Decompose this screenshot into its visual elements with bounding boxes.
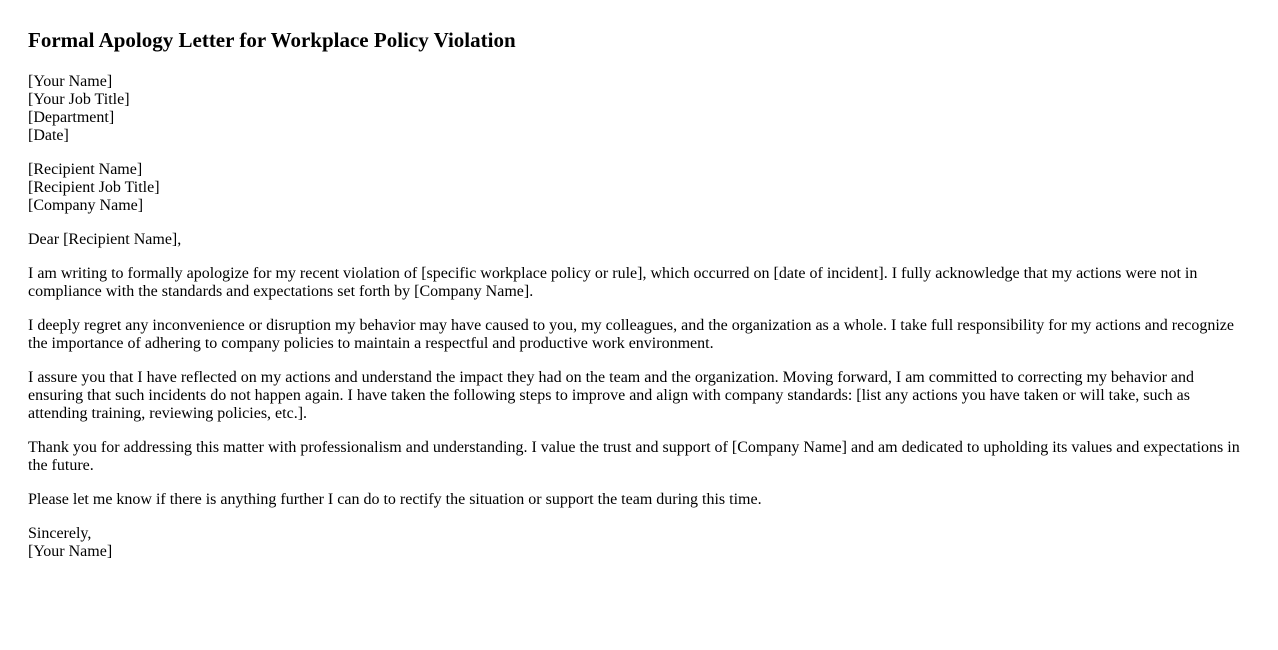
signature-placeholder: [Your Name] [28, 543, 113, 560]
body-paragraph-2: I deeply regret any inconvenience or disruption my behavior may have caused to you, my colleagues, and the organization as a whole. I take full responsibility for my actions and recognize the importance of adhering to company policies to maintain a respectful and productive work environment. [28, 317, 1234, 352]
body-paragraph-5: Please let me know if there is anything further I can do to rectify the situation or support the team during this time. [28, 491, 762, 508]
sender-job-title-placeholder: [Your Job Title] [28, 91, 130, 108]
sender-block [28, 73, 1250, 145]
sender-name-placeholder: [Your Name] [28, 73, 113, 90]
recipient-block [28, 161, 1250, 215]
body-paragraph-4: Thank you for addressing this matter with professionalism and understanding. I value the trust and support of [Company Name] and am dedicated to upholding its values and expectations in the future. [28, 439, 1240, 474]
body-paragraph-1: I am writing to formally apologize for my recent violation of [specific workplace policy or rule], which occurred on [date of incident]. I fully acknowledge that my actions were not in compliance with the standards and expectations set forth by [Company Name]. [28, 265, 1198, 300]
closing-salutation: Sincerely, [28, 525, 92, 542]
recipient-name-placeholder: [Recipient Name] [28, 161, 143, 178]
recipient-job-title-placeholder: [Recipient Job Title] [28, 179, 160, 196]
body-paragraph-3: I assure you that I have reflected on my actions and understand the impact they had on the team and the organization. Moving forward, I am committed to correcting my behavior and ensuring that such incidents do not happen again. I have taken the following steps to improve and align with company standards: [list any actions you have taken or will take, such as attending training, reviewing policies, etc.]. [28, 369, 1194, 422]
company-name-placeholder: [Company Name] [28, 197, 144, 214]
page-title: Formal Apology Letter for Workplace Policy Violation [28, 28, 516, 52]
salutation: Dear [Recipient Name], [28, 231, 182, 248]
date-placeholder: [Date] [28, 127, 69, 144]
sender-department-placeholder: [Department] [28, 109, 115, 126]
closing-block [28, 525, 1250, 561]
